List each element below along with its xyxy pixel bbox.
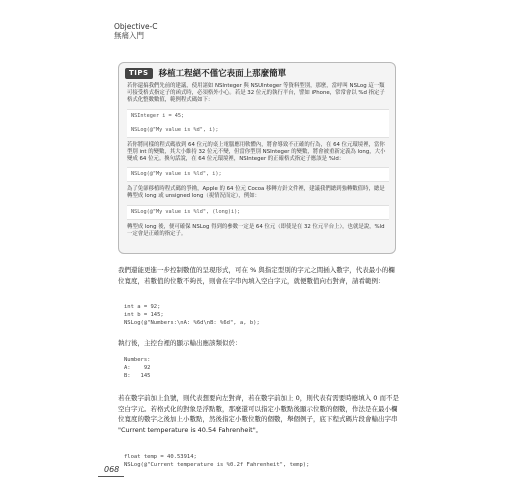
tips-paragraph: 為了免卻移植時程式碼的爭拗，Apple 的 64 位元 Cocoa 移轉方針文件裡，建議我們總到強轉數值時，總是轉型成 long 或 unsigned long（視情況而定），例如： bbox=[127, 186, 385, 200]
tips-paragraph: 若你還搞我們先前的建議，使用諸如 NSInteger 與 NSUInteger 等資料型別，那麼，當呼叫 NSLog 這一類可接受格式指定子的函式時，必須格外小心。若是 32 位元的執行平台，譬如 iPhone，常常會以 %d 指定子格式化整數數值，範例程式碼如下： bbox=[127, 83, 385, 104]
body-paragraph: 我們還能更進一步控制數值的呈現形式，可在 % 與指定型別的字元之間插入數字，代表最小的欄位寬度，若數值的位數不夠長，則會在字串內填入空白字元，就便數值向右對齊，請看範例： bbox=[118, 266, 395, 285]
tips-paragraph: 若你將同樣的程式碼放到 64 位元的桌上電腦應用軟體內，將會導致不正確的行為，在 64 位元環境裡，當你型別 int 的變數，其大小維持 32 位元不變，但當你型別 NSInteger 的變數，將會被重新定義為 long，大小變成 64 位元。換句話說，在 64 位元環境裡，NSInteger 的正確格式指定子應該是 %ld： bbox=[127, 141, 386, 163]
tips-title: 移植工程絕不僅它表面上那麼簡單 bbox=[158, 69, 287, 79]
body-paragraph: 若在數字前加上負號，則代表想要向左對齊，若在數字前加上 0，則代表有需要時應填入 0 而不是空白字元。若格式化的對象是浮點數，那麼還可以指定小數點後顯示位數的個數，作法是在最小欄位寬度的數字之後加上小數點，然後指定小數位數的個數，舉個例子，底下程式碼片段會輸出字串 "Current temperature is 40.54 Fahrenheit"。 bbox=[118, 394, 399, 434]
tips-code-block: NSLog(@"My value is %ld", i); bbox=[127, 167, 389, 182]
book-title: Objective-C bbox=[114, 22, 158, 31]
page-number: 068 bbox=[104, 465, 120, 474]
tips-box bbox=[118, 62, 396, 254]
code-block: int a = 92; int b = 145; NSLog(@"Numbers:\nA: %6d\nB: %6d", a, b); bbox=[124, 304, 260, 326]
running-header bbox=[114, 22, 158, 40]
console-output: Numbers: A: 92 B: 145 bbox=[124, 357, 151, 379]
tips-header bbox=[125, 67, 286, 79]
tips-code-block: NSLog(@"My value is %ld", (long)i); bbox=[127, 205, 389, 220]
tips-badge: TIPS bbox=[125, 68, 153, 79]
tips-code-block: NSInteger i = 45; NSLog(@"My value is %d", i); bbox=[127, 109, 389, 138]
tips-body bbox=[127, 83, 389, 238]
code-block: float temp = 40.53914; NSLog(@"Current temperature is %0.2f Fahrenheit", temp); bbox=[124, 454, 310, 468]
tips-paragraph: 轉型成 long 後，便可確保 NSLog 得到的參數一定是 64 位元（即使是在 32 位元平台上），也就是說，%ld 一定會是正確的指定子。 bbox=[127, 223, 385, 237]
body-paragraph: 執行後，主控台裡的顯示輸出應該類似於： bbox=[118, 339, 242, 347]
book-subtitle: 無痛入門 bbox=[114, 31, 144, 40]
page-number-rule bbox=[98, 476, 124, 477]
